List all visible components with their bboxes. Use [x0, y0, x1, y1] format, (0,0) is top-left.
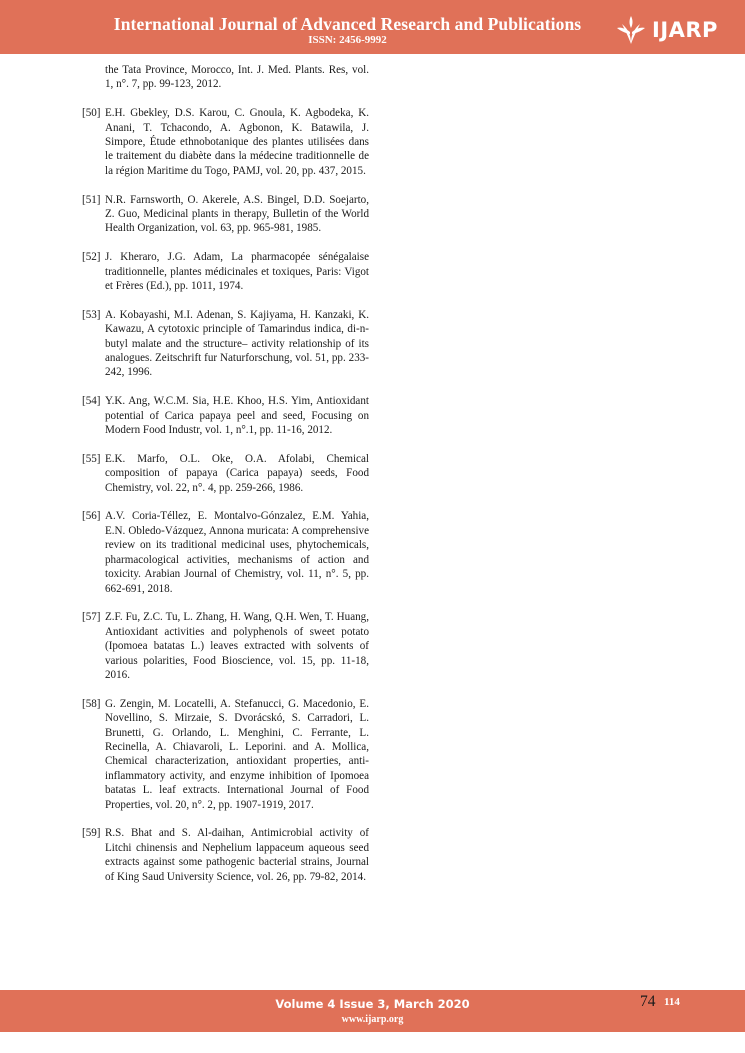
- logo-text: IJARP: [652, 18, 718, 42]
- reference-list: [82, 63, 369, 898]
- reference-item: [82, 308, 369, 380]
- volume-issue: Volume 4 Issue 3, March 2020: [275, 997, 470, 1011]
- reference-text: G. Zengin, M. Locatelli, A. Stefanucci, G. Macedonio, E. Novellino, S. Mirzaie, S. Dvorácskó, S. Carradori, L. Brunetti, G. Orlando, L. Menghini, C. Ferrante, L. Recinella, A. Chiavaroli, L. Leporini. and A. Mollica, Chemical characterization, antioxidant properties, anti-inflammatory activity, and enzyme inhibition of Ipomoea batatas L. leaf extracts. International Journal of Food Properties, vol. 20, n°. 2, pp. 1907-1919, 2017.: [105, 697, 369, 811]
- reference-text: E.K. Marfo, O.L. Oke, O.A. Afolabi, Chemical composition of papaya (Carica papaya) seeds, Food Chemistry, vol. 22, n°. 4, pp. 259-266, 1986.: [105, 452, 369, 494]
- reference-item: [82, 610, 369, 682]
- journal-title: International Journal of Advanced Research and Publications: [113, 14, 582, 34]
- reference-item: [82, 63, 369, 92]
- leaf-logo-icon: [616, 14, 646, 46]
- reference-item: [82, 826, 369, 884]
- issn: ISSN: 2456-9992: [308, 34, 387, 46]
- reference-number: [50]: [82, 107, 101, 120]
- reference-text: A. Kobayashi, M.I. Adenan, S. Kajiyama, H. Kanzaki, K. Kawazu, A cytotoxic principle of Tamarindus indica, di-n-butyl malate and the structure– activity relationship of its analogues. Zeitschrift fur Naturforschung, vol. 51, pp. 233-242, 1996.: [105, 308, 369, 379]
- reference-text: A.V. Coria-Téllez, E. Montalvo-Gónzalez, E.M. Yahia, E.N. Obledo-Vázquez, Annona muricata: A comprehensive review on its traditional medicinal uses, phytochemicals, pharmacological activities, mechanisms of action and toxicity. Arabian Journal of Chemistry, vol. 11, n°. 5, pp. 662-691, 2018.: [105, 510, 369, 595]
- reference-number: [52]: [82, 251, 101, 264]
- journal-header: [0, 0, 745, 54]
- reference-number: [55]: [82, 452, 101, 465]
- reference-text: Y.K. Ang, W.C.M. Sia, H.E. Khoo, H.S. Yim, Antioxidant potential of Carica papaya peel and seed, Focusing on Modern Food Industr, vol. 1, n°.1, pp. 11-16, 2012.: [105, 395, 369, 437]
- page-number: 74: [640, 993, 656, 1010]
- reference-text: E.H. Gbekley, D.S. Karou, C. Gnoula, K. Agbodeka, K. Anani, T. Tchacondo, A. Agbonon, K. Batawila, J. Simpore, Étude ethnobotanique des plantes utilisées dans le traitement du diabète dans la médecine traditionnelle de la région Maritime du Togo, PAMJ, vol. 20, pp. 437, 2015.: [105, 107, 369, 177]
- journal-footer: [0, 990, 745, 1032]
- reference-text: the Tata Province, Morocco, Int. J. Med. Plants. Res, vol. 1, n°. 7, pp. 99-123, 2012.: [105, 64, 369, 91]
- journal-website-link[interactable]: www.ijarp.org: [341, 1014, 404, 1025]
- reference-item: [82, 509, 369, 595]
- reference-number: [53]: [82, 308, 101, 321]
- reference-number: [51]: [82, 193, 101, 206]
- journal-logo: [616, 13, 726, 47]
- reference-text: N.R. Farnsworth, O. Akerele, A.S. Bingel, D.D. Soejarto, Z. Guo, Medicinal plants in therapy, Bulletin of the World Health Organization, vol. 63, pp. 965-981, 1985.: [105, 193, 369, 235]
- reference-text: R.S. Bhat and S. Al-daihan, Antimicrobial activity of Litchi chinensis and Nephelium lappaceum aqueous seed extracts against some pathogenic bacterial strains, Journal of King Saud University Science, vol. 26, pp. 79-82, 2014.: [105, 827, 369, 883]
- reference-item: [82, 452, 369, 495]
- reference-text: J. Kheraro, J.G. Adam, La pharmacopée sénégalaise traditionnelle, plantes médicinales et toxiques, Paris: Vigot et Frères (Ed.), pp. 1011, 1974.: [105, 251, 369, 293]
- total-pages: 114: [664, 996, 680, 1008]
- reference-number: [56]: [82, 510, 101, 523]
- reference-item: [82, 193, 369, 236]
- reference-item: [82, 697, 369, 812]
- reference-text: Z.F. Fu, Z.C. Tu, L. Zhang, H. Wang, Q.H. Wen, T. Huang, Antioxidant activities and polyphenols of sweet potato (Ipomoea batatas L.) leaves extracted with solvents of various polarities, Food Bioscience, vol. 15, pp. 11-18, 2016.: [105, 611, 369, 681]
- reference-item: [82, 106, 369, 178]
- reference-number: [57]: [82, 611, 101, 624]
- reference-number: [58]: [82, 697, 101, 710]
- reference-item: [82, 250, 369, 293]
- reference-item: [82, 394, 369, 437]
- reference-number: [54]: [82, 395, 101, 408]
- reference-number: [59]: [82, 827, 101, 840]
